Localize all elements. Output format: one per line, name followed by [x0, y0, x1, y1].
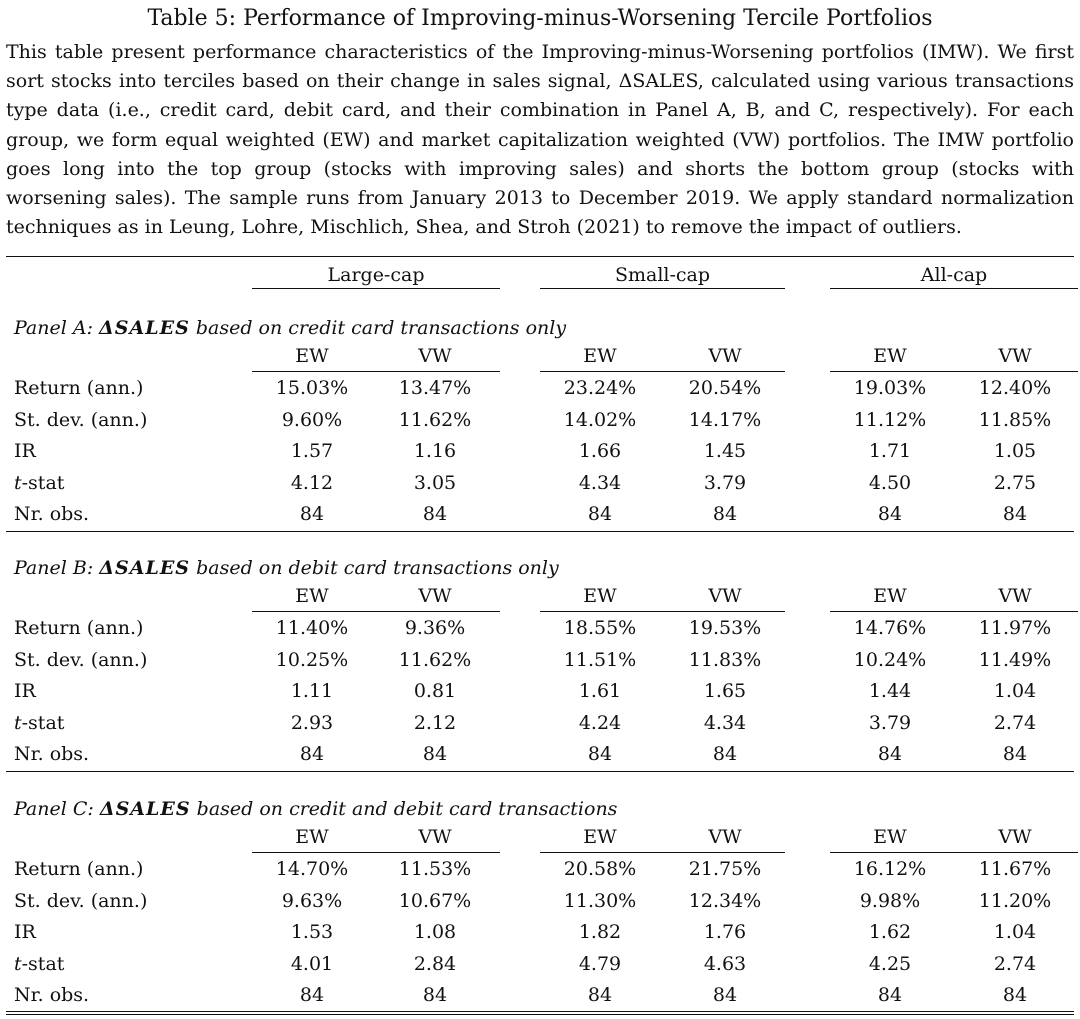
- table-cell: 1.04: [993, 921, 1037, 943]
- group-underline: [252, 288, 500, 289]
- column-header-ew: EW: [583, 826, 617, 848]
- table-cell: 11.51%: [563, 648, 637, 671]
- row-label: St. dev. (ann.): [14, 889, 148, 912]
- table-cell: 2.93: [290, 711, 334, 734]
- table-cell: 4.63: [703, 952, 747, 975]
- column-header-ew: EW: [583, 345, 617, 367]
- column-header-vw: VW: [998, 585, 1032, 607]
- table-cell: 9.98%: [859, 889, 921, 912]
- column-header-underline: [540, 852, 785, 853]
- table-cell: 1.05: [993, 440, 1037, 462]
- table-cell: 14.76%: [853, 617, 927, 639]
- column-header-vw: VW: [708, 345, 742, 367]
- table-cell: 11.83%: [688, 648, 762, 671]
- row-label: Return (ann.): [14, 377, 144, 399]
- table-cell: 3.05: [413, 471, 457, 494]
- table-cell: 4.50: [868, 471, 912, 494]
- table-cell: 23.24%: [563, 377, 637, 399]
- column-header-vw: VW: [998, 826, 1032, 848]
- group-header-small-cap: Small-cap: [614, 264, 711, 286]
- table-cell: 10.67%: [398, 889, 472, 912]
- table-cell: 84: [299, 743, 325, 765]
- row-label: IR: [14, 440, 36, 462]
- table-cell: 1.53: [290, 921, 334, 943]
- table-bottom-rule-double: [6, 1014, 1074, 1015]
- table-cell: 84: [712, 984, 738, 1006]
- table-caption: This table present performance characteristics of the Improving-minus-Worsening portfolios (IMW). We first sort stocks into terciles based on their change in sales signal, ΔSALES, calculated using various transactions type data (i.e., credit card, debit card, and their combination in Panel A, B, and C, respectively). For each group, we form equal weighted (EW) and market capitalization weighted (VW) portfolios. The IMW portfolio goes long into the top group (stocks with improving sales) and shorts the bottom group (stocks with worsening sales). The sample runs from January 2013 to December 2019. We apply standard normalization techniques as in Leung, Lohre, Mischlich, Shea, and Stroh (2021) to remove the impact of outliers.: [6, 41, 1074, 239]
- table-cell: 84: [422, 503, 448, 525]
- panel-title-a: Panel A: ΔSALES based on credit card transactions only: [14, 317, 567, 339]
- group-underline: [540, 288, 785, 289]
- table-cell: 84: [712, 743, 738, 765]
- row-label: Return (ann.): [14, 858, 144, 880]
- table-cell: 84: [1002, 984, 1028, 1006]
- table-cell: 11.85%: [978, 408, 1052, 431]
- table-cell: 12.34%: [688, 889, 762, 912]
- table-cell: 15.03%: [275, 377, 349, 399]
- table-cell: 84: [422, 984, 448, 1006]
- table-cell: 1.45: [703, 440, 747, 462]
- table-cell: 1.16: [413, 440, 457, 462]
- group-underline: [830, 288, 1078, 289]
- table-cell: 84: [712, 503, 738, 525]
- table-cell: 1.62: [868, 921, 912, 943]
- panel-title-c: Panel C: ΔSALES based on credit and debit card transactions: [14, 798, 618, 820]
- table-cell: 2.74: [993, 952, 1037, 975]
- table-cell: 4.01: [290, 952, 334, 975]
- table-cell: 10.24%: [853, 648, 927, 671]
- column-header-ew: EW: [583, 585, 617, 607]
- table-cell: 11.30%: [563, 889, 637, 912]
- table-cell: 14.02%: [563, 408, 637, 431]
- table-cell: 84: [422, 743, 448, 765]
- table-bottom-rule: [6, 1011, 1074, 1012]
- table-cell: 84: [877, 984, 903, 1006]
- table-cell: 84: [587, 984, 613, 1006]
- table-cell: 18.55%: [563, 617, 637, 639]
- row-label: Return (ann.): [14, 617, 144, 639]
- row-label: Nr. obs.: [14, 503, 90, 525]
- table-cell: 1.61: [578, 680, 622, 702]
- table-cell: 11.97%: [978, 617, 1052, 639]
- table-cell: 4.24: [578, 711, 622, 734]
- row-label: Nr. obs.: [14, 984, 90, 1006]
- table-cell: 4.25: [868, 952, 912, 975]
- table-cell: 19.03%: [853, 377, 927, 399]
- table-cell: 2.84: [413, 952, 457, 975]
- table-cell: 84: [299, 984, 325, 1006]
- row-label: t-stat: [14, 711, 65, 734]
- column-header-vw: VW: [998, 345, 1032, 367]
- table-cell: 9.60%: [281, 408, 343, 431]
- table-cell: 3.79: [868, 711, 912, 734]
- top-rule: [6, 256, 1074, 257]
- table-cell: 1.04: [993, 680, 1037, 702]
- column-header-vw: VW: [418, 826, 452, 848]
- table-cell: 1.76: [703, 921, 747, 943]
- table-cell: 2.74: [993, 711, 1037, 734]
- row-label: Nr. obs.: [14, 743, 90, 765]
- column-header-vw: VW: [418, 345, 452, 367]
- row-label: t-stat: [14, 952, 65, 975]
- table-cell: 4.12: [290, 471, 334, 494]
- table-cell: 84: [587, 503, 613, 525]
- column-header-ew: EW: [873, 826, 907, 848]
- group-header-all-cap: All-cap: [920, 264, 988, 286]
- group-header-large-cap: Large-cap: [327, 264, 425, 286]
- table-cell: 10.25%: [275, 648, 349, 671]
- table-cell: 3.79: [703, 471, 747, 494]
- column-header-underline: [252, 611, 500, 612]
- column-header-vw: VW: [708, 826, 742, 848]
- table-title: Table 5: Performance of Improving-minus-Worsening Tercile Portfolios: [147, 6, 933, 31]
- table-cell: 12.40%: [978, 377, 1052, 399]
- column-header-vw: VW: [418, 585, 452, 607]
- table-cell: 20.54%: [688, 377, 762, 399]
- row-label: t-stat: [14, 471, 65, 494]
- table-cell: 11.62%: [398, 648, 472, 671]
- table-cell: 0.81: [413, 680, 457, 702]
- table-cell: 14.17%: [688, 408, 762, 431]
- table-cell: 1.65: [703, 680, 747, 702]
- column-header-ew: EW: [295, 345, 329, 367]
- table-cell: 11.20%: [978, 889, 1052, 912]
- column-header-ew: EW: [295, 826, 329, 848]
- table-cell: 11.62%: [398, 408, 472, 431]
- table-cell: 4.79: [578, 952, 622, 975]
- column-header-underline: [252, 371, 500, 372]
- panel-bottom-rule: [6, 771, 1074, 772]
- table-cell: 84: [1002, 503, 1028, 525]
- row-label: IR: [14, 921, 36, 943]
- row-label: IR: [14, 680, 36, 702]
- column-header-underline: [830, 611, 1078, 612]
- column-header-underline: [830, 852, 1078, 853]
- table-cell: 4.34: [578, 471, 622, 494]
- table-cell: 11.40%: [275, 617, 349, 639]
- table-cell: 4.34: [703, 711, 747, 734]
- table-cell: 14.70%: [275, 858, 349, 880]
- table-cell: 1.71: [868, 440, 912, 462]
- table-cell: 11.67%: [978, 858, 1052, 880]
- table-cell: 11.12%: [853, 408, 927, 431]
- table-cell: 1.82: [578, 921, 622, 943]
- table-cell: 9.63%: [281, 889, 343, 912]
- table-cell: 1.66: [578, 440, 622, 462]
- table-cell: 2.75: [993, 471, 1037, 494]
- table-cell: 84: [877, 743, 903, 765]
- column-header-ew: EW: [873, 585, 907, 607]
- panel-title-b: Panel B: ΔSALES based on debit card transactions only: [14, 557, 559, 579]
- table-cell: 1.57: [290, 440, 334, 462]
- column-header-vw: VW: [708, 585, 742, 607]
- table-cell: 11.53%: [398, 858, 472, 880]
- row-label: St. dev. (ann.): [14, 408, 148, 431]
- table-cell: 19.53%: [688, 617, 762, 639]
- table-cell: 84: [587, 743, 613, 765]
- column-header-underline: [830, 371, 1078, 372]
- table-cell: 84: [877, 503, 903, 525]
- column-header-underline: [252, 852, 500, 853]
- table-cell: 13.47%: [398, 377, 472, 399]
- column-header-ew: EW: [873, 345, 907, 367]
- table-cell: 20.58%: [563, 858, 637, 880]
- table-cell: 1.08: [413, 921, 457, 943]
- table-cell: 1.11: [290, 680, 334, 702]
- column-header-underline: [540, 371, 785, 372]
- table-cell: 21.75%: [688, 858, 762, 880]
- table-cell: 84: [299, 503, 325, 525]
- table-cell: 1.44: [868, 680, 912, 702]
- column-header-ew: EW: [295, 585, 329, 607]
- table-cell: 11.49%: [978, 648, 1052, 671]
- panel-bottom-rule: [6, 531, 1074, 532]
- table-cell: 84: [1002, 743, 1028, 765]
- row-label: St. dev. (ann.): [14, 648, 148, 671]
- table-cell: 9.36%: [404, 617, 466, 639]
- table-cell: 16.12%: [853, 858, 927, 880]
- column-header-underline: [540, 611, 785, 612]
- table-cell: 2.12: [413, 711, 457, 734]
